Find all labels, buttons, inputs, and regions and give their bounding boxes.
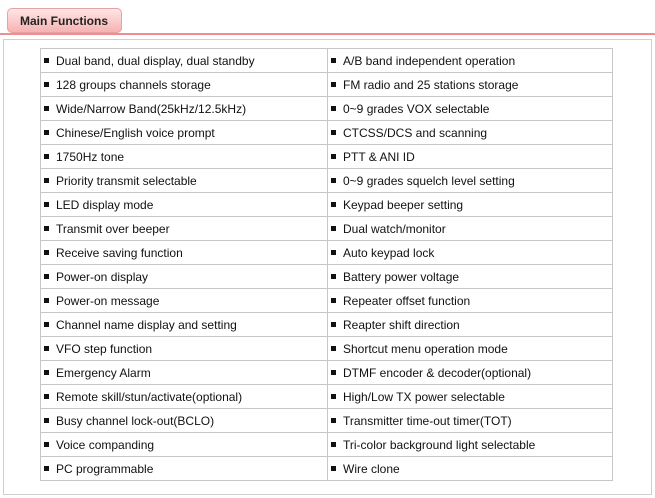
square-bullet-icon [331,274,336,279]
feature-text: Voice companding [56,437,155,452]
square-bullet-icon [44,154,49,159]
table-row [41,457,613,481]
feature-cell [328,313,613,337]
square-bullet-icon [44,394,49,399]
feature-text: Battery power voltage [343,269,460,284]
feature-text: Emergency Alarm [56,365,151,380]
feature-cell [328,337,613,361]
square-bullet-icon [331,106,336,111]
square-bullet-icon [44,274,49,279]
square-bullet-icon [331,58,336,63]
square-bullet-icon [331,154,336,159]
square-bullet-icon [331,226,336,231]
tab-label: Main Functions [20,13,108,28]
square-bullet-icon [331,130,336,135]
feature-cell [41,217,328,241]
square-bullet-icon [331,418,336,423]
square-bullet-icon [44,322,49,327]
feature-cell [41,289,328,313]
feature-text: Shortcut menu operation mode [343,341,508,356]
feature-text: Keypad beeper setting [343,197,464,212]
table-row [41,217,613,241]
main-functions-tab[interactable] [7,8,122,33]
square-bullet-icon [44,442,49,447]
feature-text: Transmit over beeper [56,221,170,236]
feature-text: Dual watch/monitor [343,221,446,236]
feature-cell [328,289,613,313]
feature-text: 128 groups channels storage [56,77,211,92]
feature-text: 0~9 grades VOX selectable [343,101,490,116]
feature-cell [328,145,613,169]
feature-cell [328,457,613,481]
feature-text: Auto keypad lock [343,245,435,260]
table-row [41,409,613,433]
feature-text: Power-on message [56,293,160,308]
table-row [41,385,613,409]
table-row [41,73,613,97]
feature-text: PC programmable [56,461,154,476]
square-bullet-icon [331,178,336,183]
feature-cell [328,97,613,121]
square-bullet-icon [331,346,336,351]
feature-cell [41,169,328,193]
feature-text: Wide/Narrow Band(25kHz/12.5kHz) [56,101,247,116]
table-row [41,121,613,145]
square-bullet-icon [44,298,49,303]
feature-text: Power-on display [56,269,149,284]
feature-text: 1750Hz tone [56,149,125,164]
feature-text: Wire clone [343,461,400,476]
square-bullet-icon [44,178,49,183]
square-bullet-icon [331,82,336,87]
feature-text: Channel name display and setting [56,317,237,332]
feature-cell [41,433,328,457]
square-bullet-icon [331,394,336,399]
feature-cell [328,385,613,409]
feature-text: Repeater offset function [343,293,471,308]
feature-cell [328,433,613,457]
table-row [41,145,613,169]
features-table [40,48,613,481]
feature-cell [328,73,613,97]
square-bullet-icon [331,298,336,303]
table-row [41,337,613,361]
square-bullet-icon [331,442,336,447]
feature-text: Priority transmit selectable [56,173,197,188]
table-row [41,193,613,217]
feature-cell [328,409,613,433]
table-row [41,289,613,313]
feature-text: DTMF encoder & decoder(optional) [343,365,532,380]
square-bullet-icon [44,202,49,207]
feature-text: Dual band, dual display, dual standby [56,53,255,68]
feature-text: PTT & ANI ID [343,149,415,164]
feature-cell [328,121,613,145]
square-bullet-icon [44,418,49,423]
feature-cell [328,361,613,385]
square-bullet-icon [44,58,49,63]
feature-cell [41,193,328,217]
square-bullet-icon [44,130,49,135]
square-bullet-icon [44,106,49,111]
feature-cell [41,265,328,289]
feature-cell [328,193,613,217]
feature-text: VFO step function [56,341,153,356]
feature-text: Chinese/English voice prompt [56,125,215,140]
table-row [41,49,613,73]
feature-cell [41,361,328,385]
square-bullet-icon [44,370,49,375]
feature-cell [41,337,328,361]
table-row [41,361,613,385]
square-bullet-icon [44,346,49,351]
table-row [41,97,613,121]
feature-text: Busy channel lock-out(BCLO) [56,413,215,428]
feature-cell [41,385,328,409]
feature-text: A/B band independent operation [343,53,516,68]
feature-text: Tri-color background light selectable [343,437,536,452]
feature-text: 0~9 grades squelch level setting [343,173,515,188]
table-row [41,313,613,337]
feature-text: Remote skill/stun/activate(optional) [56,389,243,404]
square-bullet-icon [331,250,336,255]
feature-cell [328,49,613,73]
feature-cell [328,265,613,289]
feature-cell [41,457,328,481]
table-row [41,265,613,289]
square-bullet-icon [331,322,336,327]
square-bullet-icon [331,370,336,375]
square-bullet-icon [44,466,49,471]
square-bullet-icon [44,226,49,231]
square-bullet-icon [331,466,336,471]
tab-underline [0,33,655,35]
square-bullet-icon [331,202,336,207]
feature-text: Transmitter time-out timer(TOT) [343,413,512,428]
feature-cell [41,241,328,265]
table-row [41,169,613,193]
feature-text: LED display mode [56,197,154,212]
feature-cell [328,241,613,265]
feature-cell [41,121,328,145]
feature-cell [41,313,328,337]
feature-cell [41,97,328,121]
table-row [41,241,613,265]
feature-cell [328,169,613,193]
feature-text: FM radio and 25 stations storage [343,77,519,92]
square-bullet-icon [44,82,49,87]
feature-text: CTCSS/DCS and scanning [343,125,488,140]
feature-text: High/Low TX power selectable [343,389,505,404]
feature-text: Receive saving function [56,245,183,260]
feature-cell [41,145,328,169]
feature-cell [41,49,328,73]
feature-cell [41,73,328,97]
feature-cell [41,409,328,433]
table-row [41,433,613,457]
square-bullet-icon [44,250,49,255]
feature-cell [328,217,613,241]
feature-text: Reapter shift direction [343,317,460,332]
